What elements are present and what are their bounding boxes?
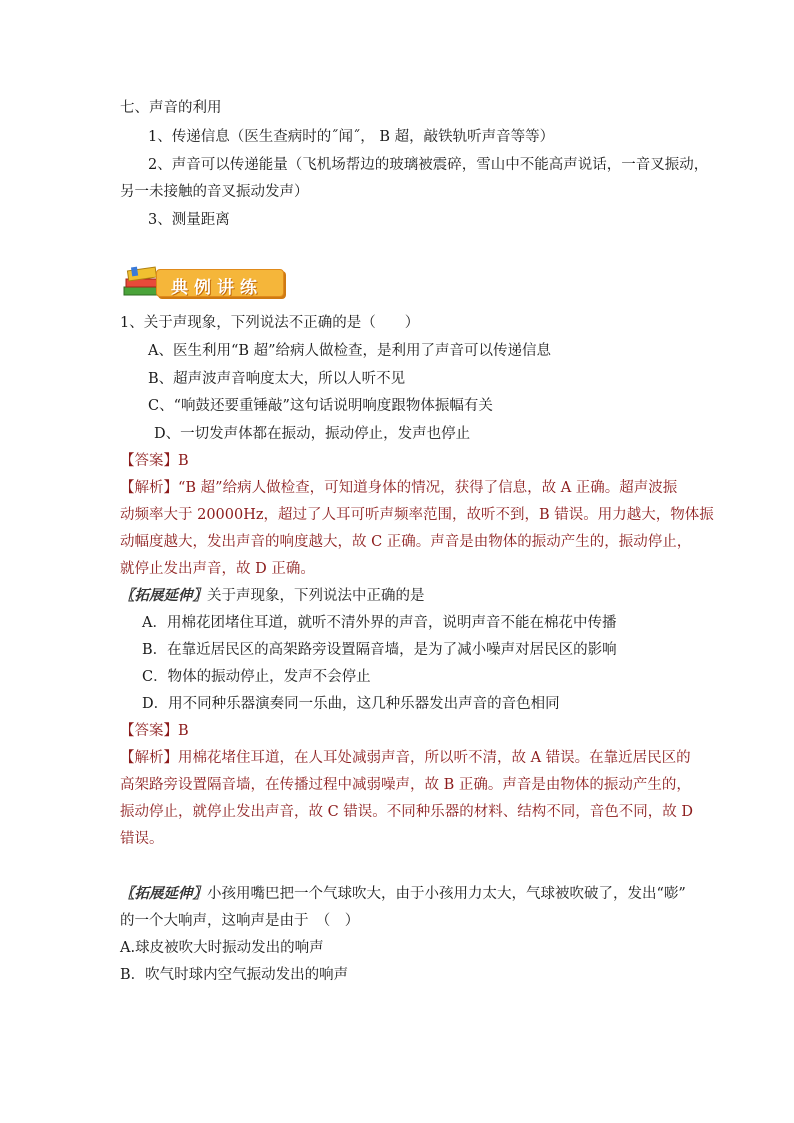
ext1-option-b: B．在靠近居民区的高架路旁设置隔音墙，是为了减小噪声对居民区的影响 — [142, 642, 617, 658]
section-title: 七、声音的利用 — [120, 100, 222, 116]
q1-option-c: C、“响鼓还要重锤敲”这句话说明响度跟物体振幅有关 — [148, 398, 493, 414]
ext1-stem-line — [120, 586, 425, 606]
section-item-2-cont: 另一未接触的音叉振动发声） — [120, 184, 309, 200]
banner-text: 典例讲练 — [171, 278, 263, 298]
section-item-3: 3、测量距离 — [148, 212, 230, 228]
q1-stem: 1、关于声现象，下列说法不正确的是（ ） — [120, 315, 420, 331]
q1-answer: 【答案】B — [120, 453, 189, 469]
q1-analysis-3: 动幅度越大，发出声音的响度越大，故 C 正确。声音是由物体的振动产生的，振动停止， — [120, 534, 692, 550]
ext1-option-a: A．用棉花团堵住耳道，就听不清外界的声音，说明声音不能在棉花中传播 — [142, 615, 617, 631]
ext1-analysis-4: 错误。 — [120, 831, 164, 847]
q1-option-a: A、医生利用“B 超”给病人做检查，是利用了声音可以传递信息 — [148, 343, 552, 359]
ext1-option-c: C．物体的振动停止，发声不会停止 — [142, 669, 371, 685]
ext2-stem-2: 的一个大响声，这响声是由于 （ ） — [120, 913, 360, 929]
ext1-analysis-1: 【解析】用棉花堵住耳道，在人耳处减弱声音，所以听不清，故 A 错误。在靠近居民区的 — [120, 750, 691, 766]
ext1-analysis-3: 振动停止，就停止发出声音，故 C 错误。不同种乐器的材料、结构不同，音色不同，故 D — [120, 804, 694, 820]
banner-box — [156, 269, 284, 297]
section-item-2: 2、声音可以传递能量（飞机场帮边的玻璃被震碎，雪山中不能高声说话，一音叉振动， — [148, 157, 709, 173]
ext1-tag: 〖拓展延伸〗 — [120, 587, 207, 604]
ext1-analysis-2: 高架路旁设置隔音墙，在传播过程中减弱噪声，故 B 正确。声音是由物体的振动产生的， — [120, 777, 691, 793]
ext2-option-b: B．吹气时球内空气振动发出的响声 — [120, 967, 349, 983]
example-banner — [120, 263, 284, 299]
ext1-answer: 【答案】B — [120, 723, 189, 739]
q1-option-b: B、超声波声音响度太大，所以人听不见 — [148, 371, 406, 387]
ext1-option-d: D．用不同种乐器演奏同一乐曲，这几种乐器发出声音的音色相同 — [142, 696, 560, 712]
q1-analysis-1: 【解析】“B 超”给病人做检查，可知道身体的情况，获得了信息，故 A 正确。超声波振 — [120, 480, 678, 496]
q1-analysis-2: 动频率大于 20000Hz，超过了人耳可听声频率范围，故听不到，B 错误。用力越大，物体振 — [120, 507, 714, 523]
q1-option-d: D、一切发声体都在振动，振动停止，发声也停止 — [154, 426, 471, 442]
ext2-option-a: A.球皮被吹大时振动发出的响声 — [120, 940, 324, 956]
ext2-tag: 〖拓展延伸〗 — [120, 885, 207, 902]
ext2-stem-1: 小孩用嘴巴把一个气球吹大，由于小孩用力太大，气球被吹破了，发出“嘭” — [207, 886, 686, 902]
section-item-1: 1、传递信息（医生查病时的˝闻˝， B 超，敲铁轨听声音等等） — [148, 129, 555, 145]
ext1-stem: 关于声现象，下列说法中正确的是 — [207, 588, 425, 604]
q1-analysis-4: 就停止发出声音，故 D 正确。 — [120, 561, 315, 577]
ext2-stem-line — [120, 884, 686, 904]
